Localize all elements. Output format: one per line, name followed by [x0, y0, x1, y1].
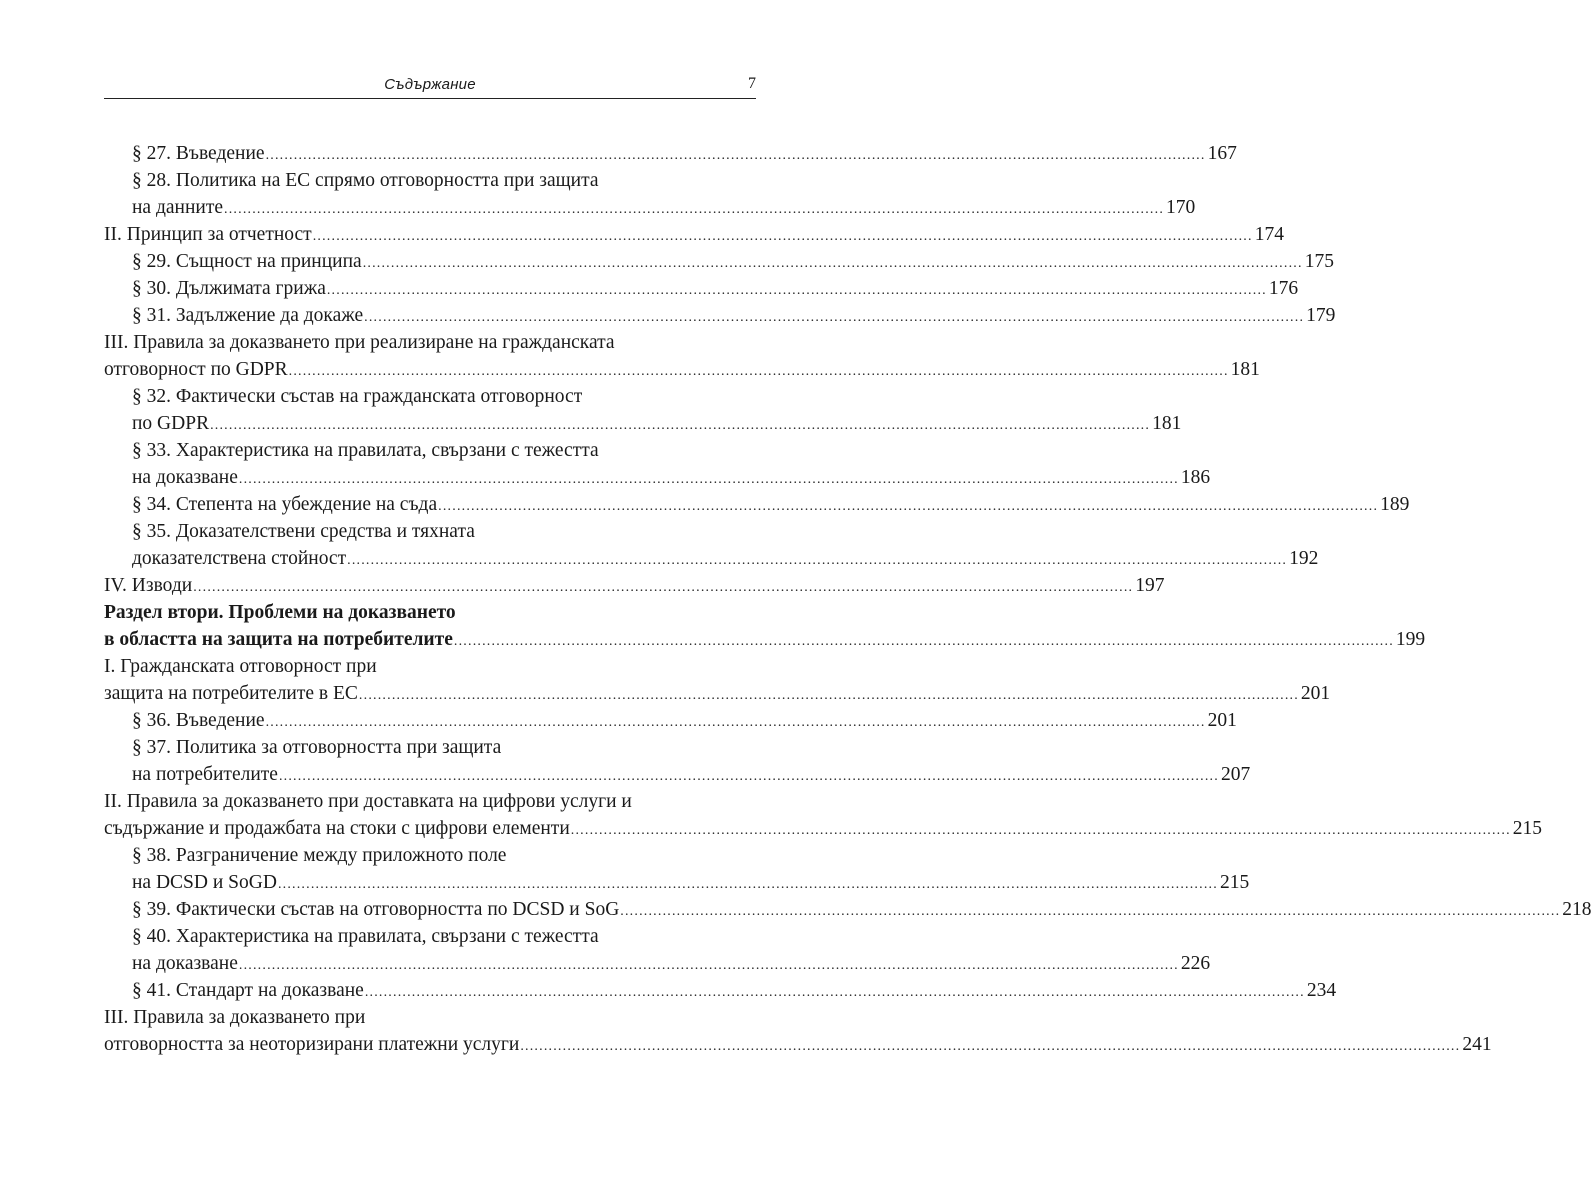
toc-entry [104, 896, 1592, 923]
toc-entry-page: 207 [1220, 764, 1251, 785]
running-header [104, 72, 756, 99]
toc-entry [104, 788, 756, 815]
toc-dot-leader: ........................................................................................................................................................................................................ [364, 985, 1305, 1000]
toc-entry-title: доказателствена стойност [132, 548, 347, 569]
toc-entry [104, 491, 1410, 518]
toc-entry-title: III. Правила за доказването при [104, 1007, 366, 1028]
toc-entry [104, 383, 756, 410]
toc-dot-leader: ........................................................................................................................................................................................................ [277, 877, 1218, 892]
toc-entry-page: 218 [1562, 899, 1592, 920]
toc-entry-title: на потребителите [132, 764, 278, 785]
toc-dot-leader: ........................................................................................................................................................................................................ [347, 553, 1288, 568]
toc-entry-page: 197 [1135, 575, 1165, 596]
toc-entry-title: § 34. Степента на убеждение на съда [132, 494, 438, 515]
toc-entry [104, 842, 756, 869]
toc-entry [104, 464, 1211, 491]
toc-entry-page: 174 [1254, 224, 1284, 245]
toc-entry-page: 176 [1268, 278, 1299, 299]
toc-entry-title: § 40. Характеристика на правилата, свързани с тежестта [132, 926, 599, 947]
toc-dot-leader: ........................................................................................................................................................................................................ [438, 499, 1379, 514]
toc-entry [104, 653, 756, 680]
toc-entry-page: 226 [1180, 953, 1211, 974]
toc-entry [104, 761, 1251, 788]
toc-entry [104, 950, 1211, 977]
toc-entry-title: I. Гражданската отговорност при [104, 656, 377, 677]
toc-entry-title: § 27. Въведение [132, 143, 265, 164]
toc-entry-title: съдържание и продажбата на стоки с цифрови елементи [104, 818, 570, 839]
toc-entry-title: на DCSD и SoGD [132, 872, 277, 893]
toc-entry-title: III. Правила за доказването при реализиране на гражданската [104, 332, 615, 353]
toc-entry-page: 167 [1207, 143, 1237, 164]
toc-entry-title: в областта на защита на потребителите [104, 629, 453, 650]
toc-entry-title: § 36. Въведение [132, 710, 265, 731]
toc-dot-leader: ........................................................................................................................................................................................................ [265, 148, 1206, 163]
toc-dot-leader: ........................................................................................................................................................................................................ [265, 715, 1206, 730]
toc-dot-leader: ........................................................................................................................................................................................................ [210, 418, 1151, 433]
toc-entry-title: на данните [132, 197, 224, 218]
toc-entry-page: 199 [1395, 629, 1426, 650]
toc-entry [104, 194, 1196, 221]
toc-entry [104, 545, 1319, 572]
toc-entry [104, 923, 756, 950]
toc-dot-leader: ........................................................................................................................................................................................................ [620, 904, 1561, 919]
toc-dot-leader: ........................................................................................................................................................................................................ [358, 688, 1299, 703]
toc-dot-leader: ........................................................................................................................................................................................................ [288, 364, 1229, 379]
toc-entry [104, 599, 756, 626]
toc-entry-page: 175 [1304, 251, 1334, 272]
toc-entry-title: § 37. Политика за отговорността при защита [132, 737, 502, 758]
toc-entry-title: II. Принцип за отчетност [104, 224, 312, 245]
toc-entry-title: § 35. Доказателствени средства и тяхната [132, 521, 475, 542]
toc-entry-page: 215 [1512, 818, 1543, 839]
toc-dot-leader: ........................................................................................................................................................................................................ [238, 472, 1179, 487]
toc-dot-leader: ........................................................................................................................................................................................................ [453, 634, 1394, 649]
toc-entry-page: 192 [1289, 548, 1319, 569]
toc-entry [104, 356, 1260, 383]
toc-dot-leader: ........................................................................................................................................................................................................ [326, 283, 1267, 298]
toc-entry-page: 201 [1207, 710, 1237, 731]
toc-entry-title: отговорността за неоторизирани платежни услуги [104, 1034, 520, 1055]
toc-entry-page: 170 [1166, 197, 1196, 218]
header-title: Съдържание [384, 76, 476, 93]
toc-entry-title: § 31. Задължение да докаже [132, 305, 364, 326]
toc-entry-page: 179 [1306, 305, 1336, 326]
toc-entry [104, 410, 1182, 437]
toc-dot-leader: ........................................................................................................................................................................................................ [238, 958, 1179, 973]
toc-entry [104, 626, 1426, 653]
toc-entry-page: 186 [1180, 467, 1211, 488]
toc-entry-title: II. Правила за доказването при доставката на цифрови услуги и [104, 791, 632, 812]
toc-entry-title: § 28. Политика на ЕС спрямо отговорността при защита [132, 170, 599, 191]
toc-entry-title: § 38. Разграничение между приложното поле [132, 845, 507, 866]
toc-entry [104, 275, 1299, 302]
toc-dot-leader: ........................................................................................................................................................................................................ [520, 1039, 1461, 1054]
toc-entry [104, 572, 1165, 599]
toc-entry [104, 734, 756, 761]
toc-dot-leader: ........................................................................................................................................................................................................ [364, 310, 1305, 325]
toc-dot-leader: ........................................................................................................................................................................................................ [224, 202, 1165, 217]
toc-entry-title: отговорност по GDPR [104, 359, 288, 380]
toc-entry [104, 248, 1334, 275]
toc-dot-leader: ........................................................................................................................................................................................................ [570, 823, 1511, 838]
toc-entry-title: на доказване [132, 953, 238, 974]
toc-entry-page: 241 [1462, 1034, 1492, 1055]
toc-entry [104, 221, 1284, 248]
toc-entry-page: 181 [1230, 359, 1260, 380]
toc-entry-title: § 29. Същност на принципа [132, 251, 362, 272]
toc-entry [104, 707, 1237, 734]
page-number: 7 [748, 75, 756, 92]
toc-entry-title: на доказване [132, 467, 238, 488]
toc-entry-title: IV. Изводи [104, 575, 193, 596]
toc-entry-title: § 30. Дължимата грижа [132, 278, 326, 299]
toc-entry [104, 302, 1336, 329]
toc-entry [104, 815, 1543, 842]
toc-entry-page: 215 [1219, 872, 1250, 893]
toc-entry-page: 201 [1300, 683, 1331, 704]
toc-entry [104, 680, 1331, 707]
toc-entry [104, 1004, 756, 1031]
toc-dot-leader: ........................................................................................................................................................................................................ [278, 769, 1219, 784]
toc-entry [104, 977, 1337, 1004]
toc-entry-page: 189 [1380, 494, 1410, 515]
toc-dot-leader: ........................................................................................................................................................................................................ [312, 229, 1253, 244]
toc-entry [104, 518, 756, 545]
toc-entry-title: защита на потребителите в ЕС [104, 683, 358, 704]
toc-entry-title: по GDPR [132, 413, 210, 434]
toc-entry-page: 234 [1306, 980, 1337, 1001]
toc-entry [104, 1031, 1492, 1058]
toc-entry [104, 437, 756, 464]
toc-entry [104, 140, 1237, 167]
toc-entry-title: Раздел втори. Проблеми на доказването [104, 602, 456, 623]
toc-entry [104, 329, 756, 356]
toc-entry [104, 167, 756, 194]
toc-dot-leader: ........................................................................................................................................................................................................ [193, 580, 1134, 595]
toc-dot-leader: ........................................................................................................................................................................................................ [362, 256, 1303, 271]
toc-entry-title: § 32. Фактически състав на гражданската отговорност [132, 386, 583, 407]
toc-entry [104, 869, 1250, 896]
toc-entry-title: § 41. Стандарт на доказване [132, 980, 364, 1001]
table-of-contents [104, 140, 1592, 1058]
toc-entry-title: § 33. Характеристика на правилата, свързани с тежестта [132, 440, 599, 461]
toc-entry-title: § 39. Фактически състав на отговорността по DCSD и SoG [132, 899, 620, 920]
toc-entry-page: 181 [1152, 413, 1182, 434]
